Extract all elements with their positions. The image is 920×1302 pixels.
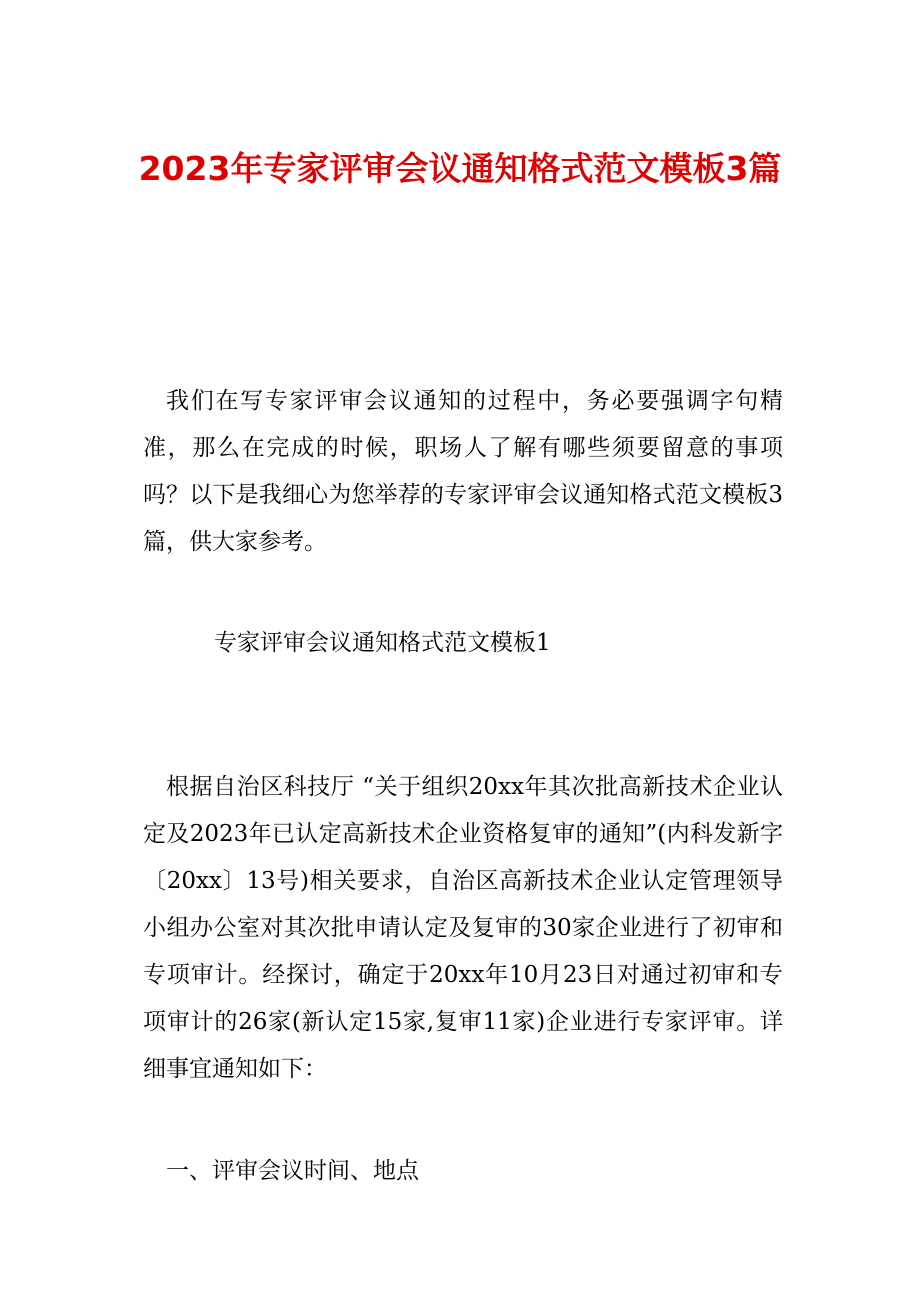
intro-paragraph: 我们在写专家评审会议通知的过程中，务必要强调字句精准，那么在完成的时候，职场人了解有哪些须要留意的事项吗？以下是我细心为您举荐的专家评审会议通知格式范文模板3篇，供大家参考。 [143, 388, 783, 555]
document-title: 2023年专家评审会议通知格式范文模板3篇 [138, 149, 782, 188]
section-heading: 一、评审会议时间、地点 [166, 1158, 419, 1184]
body-paragraph: 根据自治区科技厅 “关于组织20xx年其次批高新技术企业认定及2023年已认定高新技术企业资格复审的通知”(内科发新字〔20xx〕13号)相关要求，自治区高新技术企业认定管理领导小组办公室对其次批申请认定及复审的30家企业进行了初审和专项审计。经探讨，确定于20xx年10月23日对通过初审和专项审计的26家(新认定15家,复审11家)企业进行专家评审。详细事宜通知如下： [143, 774, 783, 1082]
template-subheading: 专家评审会议通知格式范文模板1 [214, 630, 551, 656]
